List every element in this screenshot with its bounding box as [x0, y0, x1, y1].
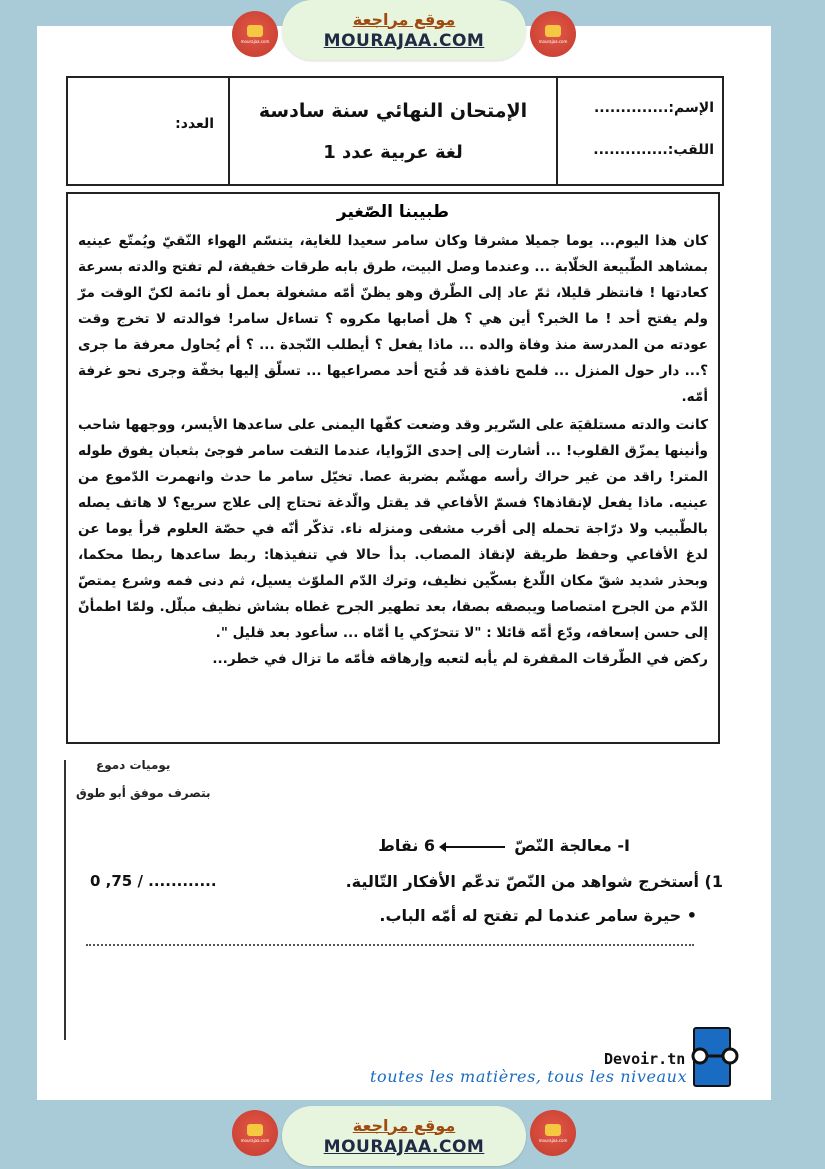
site-name-en: MOURAJAA.COM	[323, 30, 485, 51]
devoir-brand[interactable]: Devoir.tn	[604, 1050, 686, 1068]
text-paragraph: ركض في الطّرقات المقفرة لم يأبه لتعبه وإرهاقه فأمّه ما تزال في خطر...	[212, 651, 708, 667]
text-paragraph: كانت والدته مستلقيَة على السّرير وقد وضعت كفّها اليمنى على ساعدها الأيسر، ووجهها شاحب وأنينها يمزّق القلوب! ... أشارت إلى إحدى الزّوايا، عندما التفت سامر فوجئ بثعبان يفوق طوله المتر! راقد من غير حراك رأسه مهشّم بضربة عصا. تخيّل سامر ما حدث وانهمرت الدّموع من عينيه. ماذا يفعل لإنقاذها؟ فسمّ الأفاعي قد يقتل والّدغة تحتاج إلى علاج سريع؟ لا هاتف يصله بالطّبيب ولا درّاجة تحمله إلى أقرب مشفى ومنزله ناء. تذكّر أنّه في حصّة العلوم قرأ يوما عن لدغ الأفاعي وحفظ طريقة لإنقاذ المصاب. بدأ حالا في تنفيذها: ربط ساعدها ربطا محكما، وبحذر شديد شقّ مكان اللّدغ بسكّين نظيف، وترك الدّم الملوّث يسيل، ثم دنى فمه وشرع يمتصّ الدّم من الجرح امتصاصا ويبصقه بصقا، بعد تطهير الجرح غطاه بشاش نظيف مبلّل. ولمّا اطمأنّ إلى حسن إسعافه، ودّع أمّه قائلا : "لا تتحرّكي يا أمّاه ... سأعود بعد قليل ".	[78, 417, 708, 641]
question-1: 1) أستخرج شواهد من النّصّ تدعّم الأفكار التّالية.	[345, 872, 723, 891]
mourajaa-logo-badge: mourajaa.com	[232, 11, 278, 57]
devoir-tagline: toutes les matières, tous les niveaux	[370, 1067, 688, 1086]
answer-line[interactable]	[86, 944, 694, 946]
section-points: 6 نقاط	[378, 836, 436, 855]
site-name-ar: موقع مراجعة	[352, 9, 456, 29]
arrow-icon	[445, 846, 505, 848]
name-cell	[558, 78, 722, 184]
section-name: I- معالجة النّصّ	[514, 836, 630, 855]
exam-header	[66, 76, 724, 186]
mourajaa-logo-badge: mourajaa.com	[232, 1110, 278, 1156]
exam-title: الإمتحان النهائي سنة سادسة	[258, 99, 528, 122]
name-field[interactable]: الإسم:..............	[593, 100, 714, 116]
site-name-ar: موقع مراجعة	[352, 1115, 456, 1135]
reading-text-box	[66, 192, 720, 744]
site-name-en: MOURAJAA.COM	[323, 1136, 485, 1157]
number-label: العدد:	[175, 116, 214, 132]
surname-field[interactable]: اللقب:..............	[593, 142, 714, 158]
question-bullet: • حيرة سامر عندما لم تفتح له أمّه الباب.	[379, 906, 697, 925]
mourajaa-logo-badge: mourajaa.com	[530, 11, 576, 57]
title-cell	[230, 78, 558, 184]
source-author: بتصرف موفق أبو طوق	[76, 786, 211, 800]
exam-subject: لغة عربية عدد 1	[323, 141, 463, 163]
text-title: طبيبنا الصّغير	[336, 202, 450, 222]
number-cell	[68, 78, 230, 184]
text-paragraph: كان هذا اليوم... يوما جميلا مشرقا وكان سامر سعيدا للغاية، يتنسّم الهواء النّقيّ ويُمتّع عينيه بمشاهد الطّبيعة الخلّابة ... وعندما وصل البيت، طرق بابه طرقات خفيفة، لم تفتح والدته بسرعة كعادتها ! فانتظر قليلا، ثمّ عاد إلى الطّرق وهو يظنّ أمّه مشغولة بعمل أو نائمة لكنّ الوقت مرّ ولم يفتح أحد ! ما الخبر؟ أين هي ؟ هل أصابها مكروه ؟ تساءل سامر! فوالدته لا تخرج وقت عودته من المدرسة منذ وفاة والده ... ماذا يفعل ؟ أيطلب النّجدة ... ؟ أم يُحاول معرفة ما جرى ؟... دار حول المنزل ... فلمح نافذة قد فُتح أحد مصراعيها ... تسلّق إليها بخفّة وجرى نحو غرفة أمّه.	[78, 233, 708, 405]
source-book: يوميات دموع	[96, 758, 171, 772]
question-score: 0 ,75 / ............	[90, 872, 217, 890]
margin-line	[64, 760, 66, 1040]
site-banner-bottom[interactable]	[282, 1106, 526, 1166]
section-title	[330, 836, 630, 855]
glasses-icon	[686, 1047, 744, 1065]
mourajaa-logo-badge: mourajaa.com	[530, 1110, 576, 1156]
site-banner-top[interactable]	[282, 0, 526, 60]
